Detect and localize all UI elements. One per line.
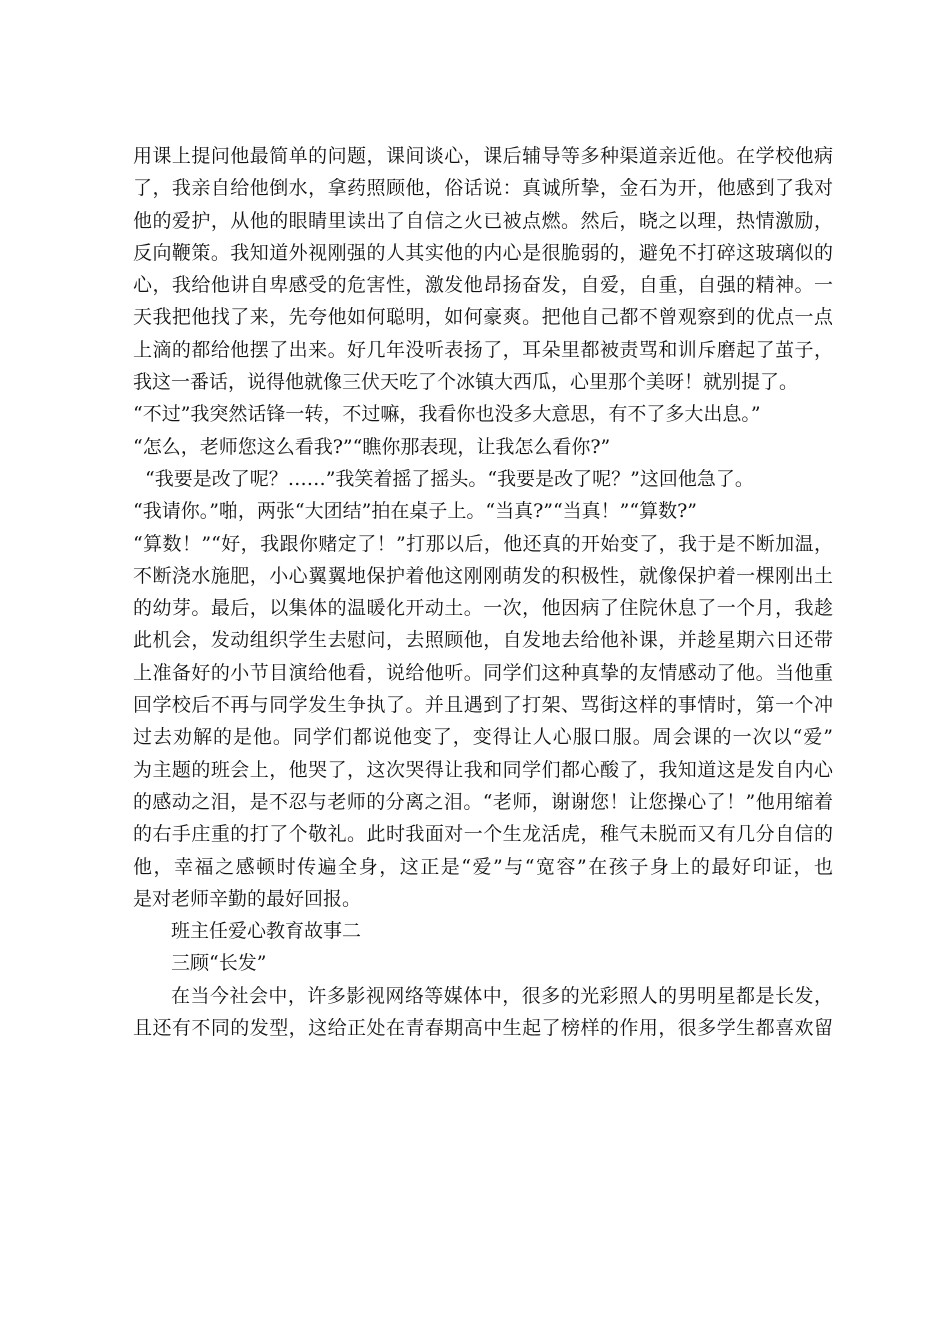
section-heading: 班主任爱心教育故事二 (171, 920, 362, 943)
text-line: 天我把他找了来，先夸他如何聪明，如何豪爽。把他自己都不曾观察到的优点一点 (133, 306, 833, 329)
text-line: 不断浇水施肥，小心翼翼地保护着他这刚刚萌发的积极性，就像保护着一棵刚出土 (133, 564, 833, 587)
body-text (133, 140, 833, 1044)
text-line: “怎么，老师您这么看我?”“瞧你那表现，让我怎么看你?” (133, 435, 611, 458)
text-line: “不过”我突然话锋一转，不过嘛，我看你也没多大意思，有不了多大出息。” (133, 403, 761, 426)
text-line: 过去劝解的是他。同学们都说他变了，变得让人心服口服。周会课的一次以“爱” (133, 726, 833, 749)
text-line: 我这一番话，说得他就像三伏天吃了个冰镇大西瓜，心里那个美呀！就别提了。 (133, 371, 799, 394)
text-line: 的右手庄重的打了个敬礼。此时我面对一个生龙活虎，稚气未脱而又有几分自信的 (133, 823, 833, 846)
text-line: 反向鞭策。我知道外视刚强的人其实他的内心是很脆弱的，避免不打碎这玻璃似的 (133, 241, 833, 264)
text-line: 上准备好的小节目演给他看，说给他听。同学们这种真挚的友情感动了他。当他重 (133, 661, 833, 684)
text-line: 此机会，发动组织学生去慰问，去照顾他，自发地去给他补课，并趁星期六日还带 (133, 629, 833, 652)
text-line: 上滴的都给他摆了出来。好几年没听表扬了，耳朵里都被责骂和训斥磨起了茧子， (133, 338, 833, 361)
text-line: 了，我亲自给他倒水，拿药照顾他，俗话说：真诚所挚，金石为开，他感到了我对 (133, 177, 833, 200)
text-line: 他的爱护，从他的眼睛里读出了自信之火已被点燃。然后，晓之以理，热情激励， (133, 209, 833, 232)
text-line: 他，幸福之感顿时传遍全身，这正是“爱”与“宽容”在孩子身上的最好印证，也 (133, 855, 833, 878)
text-line: 用课上提问他最简单的问题，课间谈心，课后辅导等多种渠道亲近他。在学校他病 (133, 145, 833, 167)
text-line: 回学校后不再与同学发生争执了。并且遇到了打架、骂街这样的事情时，第一个冲 (133, 694, 833, 717)
text-line: 心，我给他讲自卑感受的危害性，激发他昂扬奋发，自爱，自重，自强的精神。一 (133, 274, 833, 297)
text-line: 且还有不同的发型，这给正处在青春期高中生起了榜样的作用，很多学生都喜欢留 (133, 1017, 833, 1040)
text-line: 在当今社会中，许多影视网络等媒体中，很多的光彩照人的男明星都是长发， (171, 984, 833, 1007)
story-title: 三顾“长发” (171, 952, 267, 975)
text-line: 的感动之泪，是不忍与老师的分离之泪。“老师，谢谢您！让您操心了！”他用缩着 (133, 790, 833, 813)
text-line: 是对老师辛勤的最好回报。 (133, 887, 362, 910)
text-line: “算数！”“好，我跟你赌定了！”打那以后，他还真的开始变了，我于是不断加温， (133, 532, 833, 555)
text-line: 的幼芽。最后，以集体的温暖化开动土。一次，他因病了住院休息了一个月，我趁 (133, 597, 833, 620)
text-line: 为主题的班会上，他哭了，这次哭得让我和同学们都心酸了，我知道这是发自内心 (133, 758, 833, 781)
text-line: “我要是改了呢？……”我笑着摇了摇头。“我要是改了呢？”这回他急了。 (145, 467, 754, 490)
text-line: “我请你。”啪，两张“大团结”拍在桌子上。“当真?”“当真！”“算数?” (133, 500, 698, 523)
